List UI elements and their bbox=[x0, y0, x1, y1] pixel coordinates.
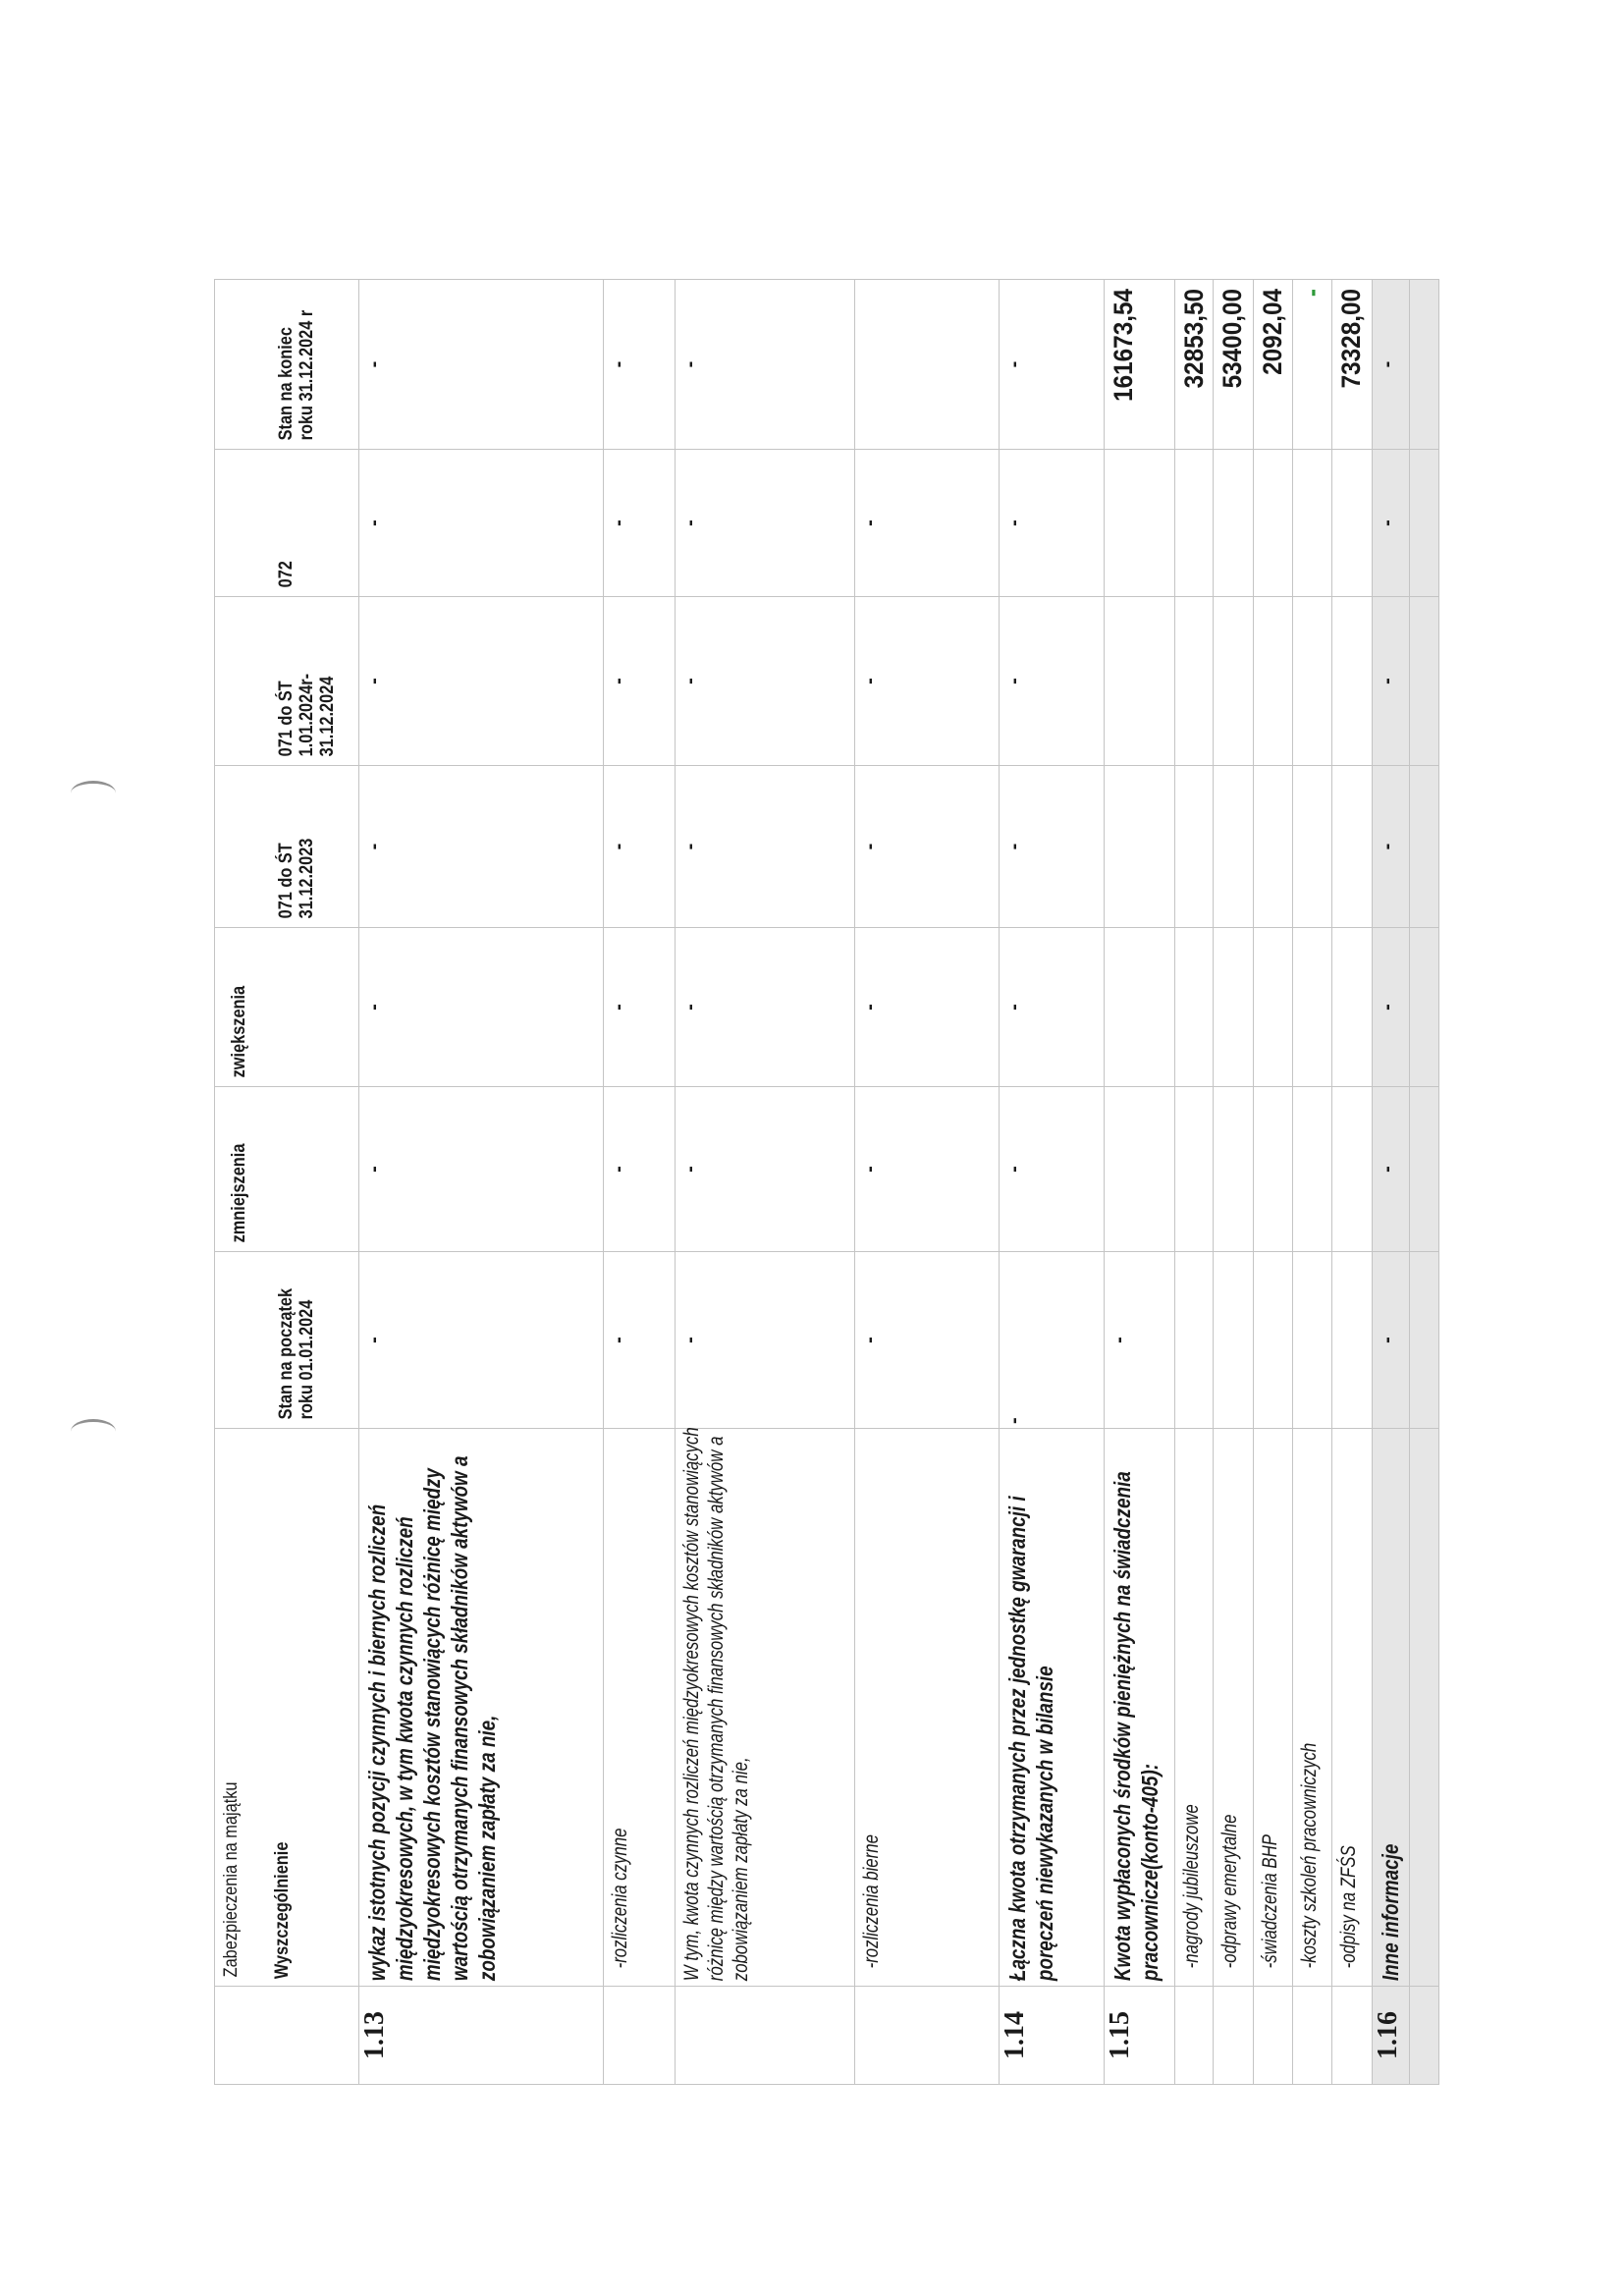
row-number bbox=[1332, 1987, 1373, 2085]
cell-071-2023 bbox=[1332, 766, 1373, 928]
table-row bbox=[676, 280, 855, 2085]
cell-decrease: - bbox=[604, 1087, 676, 1252]
column-header-decrease: zmniejszenia bbox=[215, 1087, 359, 1252]
cell-closing: - bbox=[604, 280, 676, 450]
row-number bbox=[855, 1987, 1000, 2085]
cell-072: - bbox=[855, 450, 1000, 597]
cell-071-2023: - bbox=[855, 766, 1000, 928]
row-description: Kwota wypłaconych środków pieniężnych na świadczenia pracownicze(konto-405): bbox=[1105, 1429, 1175, 1987]
column-header-closing: Stan na koniec roku 31.12.2024 r bbox=[215, 280, 359, 450]
cell-increase: - bbox=[604, 928, 676, 1087]
cell-opening: - bbox=[1105, 1252, 1175, 1429]
row-number bbox=[1254, 1987, 1293, 2085]
cell-071-2024: - bbox=[604, 597, 676, 766]
cell-072 bbox=[1254, 450, 1293, 597]
cell-closing: 161673,54 bbox=[1105, 280, 1175, 450]
cell-opening bbox=[1175, 1252, 1214, 1429]
cell-071-2023 bbox=[1214, 766, 1254, 928]
cell-closing: 2092,04 bbox=[1254, 280, 1293, 450]
cell-decrease bbox=[1293, 1087, 1332, 1252]
row-number bbox=[604, 1987, 676, 2085]
table-row bbox=[359, 280, 604, 2085]
cell-071-2023: - bbox=[1000, 766, 1105, 928]
column-header-072: 072 bbox=[215, 450, 359, 597]
cell-closing: - bbox=[676, 280, 855, 450]
cell-071-2024 bbox=[1332, 597, 1373, 766]
cell-decrease bbox=[1332, 1087, 1373, 1252]
cell-closing: - bbox=[359, 280, 604, 450]
cell-decrease: - bbox=[855, 1087, 1000, 1252]
row-number: 1.16 bbox=[1373, 1987, 1410, 2085]
cell-increase bbox=[1293, 928, 1332, 1087]
cell-071-2024: - bbox=[676, 597, 855, 766]
row-number: 1.13 bbox=[359, 1987, 604, 2085]
cell-072: - bbox=[359, 450, 604, 597]
cell-071-2024 bbox=[1254, 597, 1293, 766]
cell-closing: 32853,50 bbox=[1175, 280, 1214, 450]
cell-increase bbox=[1254, 928, 1293, 1087]
cell-071-2024 bbox=[1214, 597, 1254, 766]
cell-closing: - bbox=[1000, 280, 1105, 450]
cell-071-2023: - bbox=[359, 766, 604, 928]
cell-increase bbox=[1105, 928, 1175, 1087]
cell-closing: - bbox=[1293, 280, 1332, 450]
row-description: wykaz istotnych pozycji czynnych i biernych rozliczeń międzyokresowych, w tym kwota czynnych rozliczeń międzyokresowych kosztów stanowiących różnicę między wartością otrzymanych finansowych składników aktywów a zobowiązaniem zapłaty za nie, bbox=[359, 1429, 604, 1987]
cell-071-2024 bbox=[1293, 597, 1332, 766]
spacer-cell bbox=[1410, 766, 1439, 928]
cell-opening: - bbox=[1000, 1252, 1105, 1429]
cell-decrease: - bbox=[676, 1087, 855, 1252]
cell-increase bbox=[1214, 928, 1254, 1087]
cell-closing bbox=[855, 280, 1000, 450]
table-row bbox=[1000, 280, 1105, 2085]
table-row bbox=[1254, 280, 1293, 2085]
cell-decrease: - bbox=[359, 1087, 604, 1252]
cell-opening bbox=[1293, 1252, 1332, 1429]
table-row bbox=[604, 280, 676, 2085]
row-description: -nagrody jubileuszowe bbox=[1175, 1429, 1214, 1987]
spacer-cell bbox=[1410, 597, 1439, 766]
cell-071-2024 bbox=[1105, 597, 1175, 766]
row-description: Łączna kwota otrzymanych przez jednostkę gwarancji i poręczeń niewykazanych w bilansie bbox=[1000, 1429, 1105, 1987]
row-description: Inne informacje bbox=[1373, 1429, 1410, 1987]
header-description-cell bbox=[215, 1429, 359, 1987]
punch-hole-mark bbox=[71, 1419, 116, 1444]
column-header-opening: Stan na początek roku 01.01.2024 bbox=[215, 1252, 359, 1429]
cell-071-2023 bbox=[1175, 766, 1214, 928]
column-header-071-2023: 071 do ŚT 31.12.2023 bbox=[215, 766, 359, 928]
table-row bbox=[1214, 280, 1254, 2085]
cell-decrease: - bbox=[1373, 1087, 1410, 1252]
cell-opening: - bbox=[604, 1252, 676, 1429]
row-description: -odprawy emerytalne bbox=[1214, 1429, 1254, 1987]
cell-increase bbox=[1332, 928, 1373, 1087]
cell-decrease bbox=[1214, 1087, 1254, 1252]
cell-increase: - bbox=[1000, 928, 1105, 1087]
table-row bbox=[1175, 280, 1214, 2085]
cell-071-2023 bbox=[1105, 766, 1175, 928]
row-number bbox=[676, 1987, 855, 2085]
header-number-cell bbox=[215, 1987, 359, 2085]
cell-decrease bbox=[1105, 1087, 1175, 1252]
column-header-description: Wyszczególnienie bbox=[272, 1841, 293, 1980]
cell-071-2024 bbox=[1175, 597, 1214, 766]
row-description: -rozliczenia bierne bbox=[855, 1429, 1000, 1987]
spacer-cell bbox=[1410, 1987, 1439, 2085]
cell-071-2023: - bbox=[676, 766, 855, 928]
cell-072 bbox=[1214, 450, 1254, 597]
cell-opening bbox=[1254, 1252, 1293, 1429]
cell-072: - bbox=[1000, 450, 1105, 597]
spacer-cell bbox=[1410, 1429, 1439, 1987]
spacer-cell bbox=[1410, 1252, 1439, 1429]
row-number bbox=[1293, 1987, 1332, 2085]
table-row bbox=[1105, 280, 1175, 2085]
row-number: 1.14 bbox=[1000, 1987, 1105, 2085]
cell-increase: - bbox=[676, 928, 855, 1087]
cell-072 bbox=[1332, 450, 1373, 597]
row-number bbox=[1175, 1987, 1214, 2085]
cell-072 bbox=[1293, 450, 1332, 597]
table-spacer-row bbox=[1410, 280, 1439, 2085]
cell-closing: 73328,00 bbox=[1332, 280, 1373, 450]
cell-decrease bbox=[1254, 1087, 1293, 1252]
section-title: Zabezpieczenia na majątku bbox=[221, 1781, 242, 1978]
table-row bbox=[855, 280, 1000, 2085]
spacer-cell bbox=[1410, 1087, 1439, 1252]
cell-closing: - bbox=[1373, 280, 1410, 450]
cell-071-2023 bbox=[1293, 766, 1332, 928]
table-row bbox=[1293, 280, 1332, 2085]
row-number: 1.15 bbox=[1105, 1987, 1175, 2085]
spacer-cell bbox=[1410, 450, 1439, 597]
cell-071-2023 bbox=[1254, 766, 1293, 928]
cell-opening: - bbox=[676, 1252, 855, 1429]
column-header-071-2024: 071 do ŚT 1.01.2024r- 31.12.2024 bbox=[215, 597, 359, 766]
cell-071-2023: - bbox=[604, 766, 676, 928]
cell-071-2024: - bbox=[855, 597, 1000, 766]
row-description: -rozliczenia czynne bbox=[604, 1429, 676, 1987]
cell-071-2024: - bbox=[1373, 597, 1410, 766]
cell-increase: - bbox=[1373, 928, 1410, 1087]
cell-opening: - bbox=[359, 1252, 604, 1429]
cell-072 bbox=[1175, 450, 1214, 597]
cell-increase bbox=[1175, 928, 1214, 1087]
cell-071-2023: - bbox=[1373, 766, 1410, 928]
row-description: -świadczenia BHP bbox=[1254, 1429, 1293, 1987]
column-header-increase: zwiększenia bbox=[215, 928, 359, 1087]
cell-opening: - bbox=[1373, 1252, 1410, 1429]
cell-opening bbox=[1214, 1252, 1254, 1429]
row-description: -odpisy na ZFŚS bbox=[1332, 1429, 1373, 1987]
cell-decrease: - bbox=[1000, 1087, 1105, 1252]
cell-072: - bbox=[604, 450, 676, 597]
punch-hole-mark bbox=[71, 781, 116, 805]
spacer-cell bbox=[1410, 280, 1439, 450]
cell-decrease bbox=[1175, 1087, 1214, 1252]
cell-increase: - bbox=[359, 928, 604, 1087]
cell-072: - bbox=[676, 450, 855, 597]
cell-071-2024: - bbox=[1000, 597, 1105, 766]
row-number bbox=[1214, 1987, 1254, 2085]
spacer-cell bbox=[1410, 928, 1439, 1087]
cell-opening bbox=[1332, 1252, 1373, 1429]
table-header-row bbox=[215, 280, 359, 2085]
cell-072: - bbox=[1373, 450, 1410, 597]
table-row bbox=[1332, 280, 1373, 2085]
table-row bbox=[1373, 280, 1410, 2085]
assets-security-table bbox=[214, 279, 1439, 2085]
row-description: -koszty szkoleń pracowniczych bbox=[1293, 1429, 1332, 1987]
cell-071-2024: - bbox=[359, 597, 604, 766]
cell-opening: - bbox=[855, 1252, 1000, 1429]
cell-closing: 53400,00 bbox=[1214, 280, 1254, 450]
row-description: W tym, kwota czynnych rozliczeń międzyokresowych kosztów stanowiących różnicę między wartością otrzymanych finansowych składników aktywów a zobowiązaniem zapłaty za nie, bbox=[676, 1429, 855, 1987]
cell-072 bbox=[1105, 450, 1175, 597]
rotated-document-page bbox=[214, 280, 1440, 2085]
cell-increase: - bbox=[855, 928, 1000, 1087]
